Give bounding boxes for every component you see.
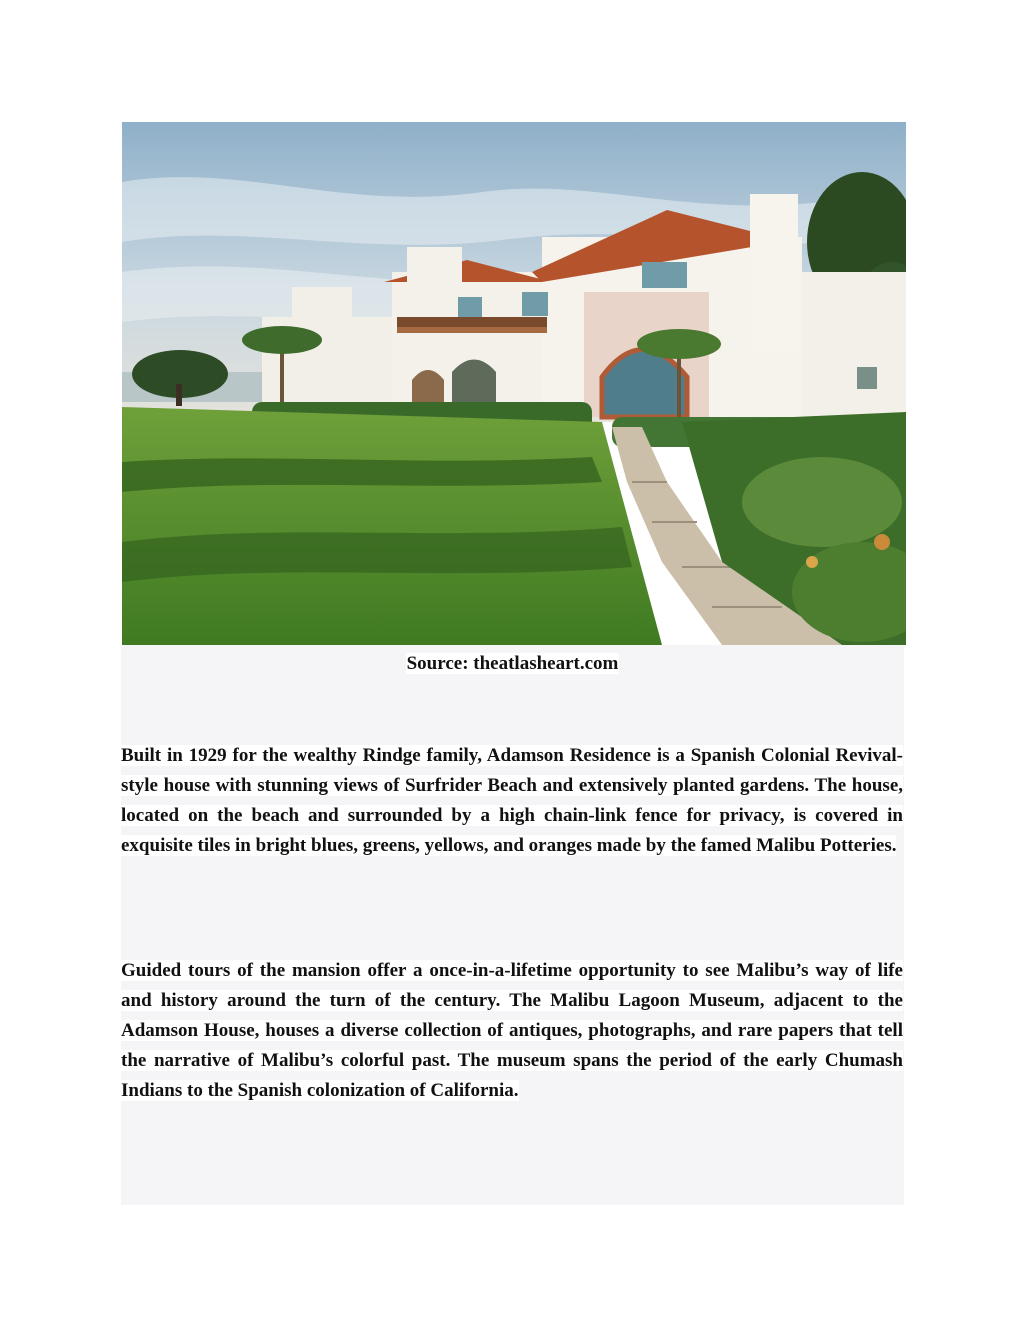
- caption-text: Source: theatlasheart.com: [406, 653, 619, 674]
- paragraph-tours-text: Guided tours of the mansion offer a once-in-a-lifetime opportunity to see Malibu’s way of life and history around the turn of the century. The Malibu Lagoon Museum, adjacent to the Adamson House, houses a diverse collection of antiques, photographs, and rare papers that tell the narrative of Malibu’s colorful past. The museum spans the period of the early Chumash Indians to the Spanish colonization of California.: [121, 960, 903, 1101]
- paragraph-tours: [121, 956, 903, 1106]
- paragraph-history: [121, 741, 903, 861]
- image-caption: [121, 652, 904, 676]
- adamson-house-photo: [122, 122, 906, 645]
- paragraph-history-text: Built in 1929 for the wealthy Rindge family, Adamson Residence is a Spanish Colonial Revival-style house with stunning views of Surfrider Beach and extensively planted gardens. The house, located on the beach and surrounded by a high chain-link fence for privacy, is covered in exquisite tiles in bright blues, greens, yellows, and oranges made by the famed Malibu Potteries.: [121, 745, 903, 856]
